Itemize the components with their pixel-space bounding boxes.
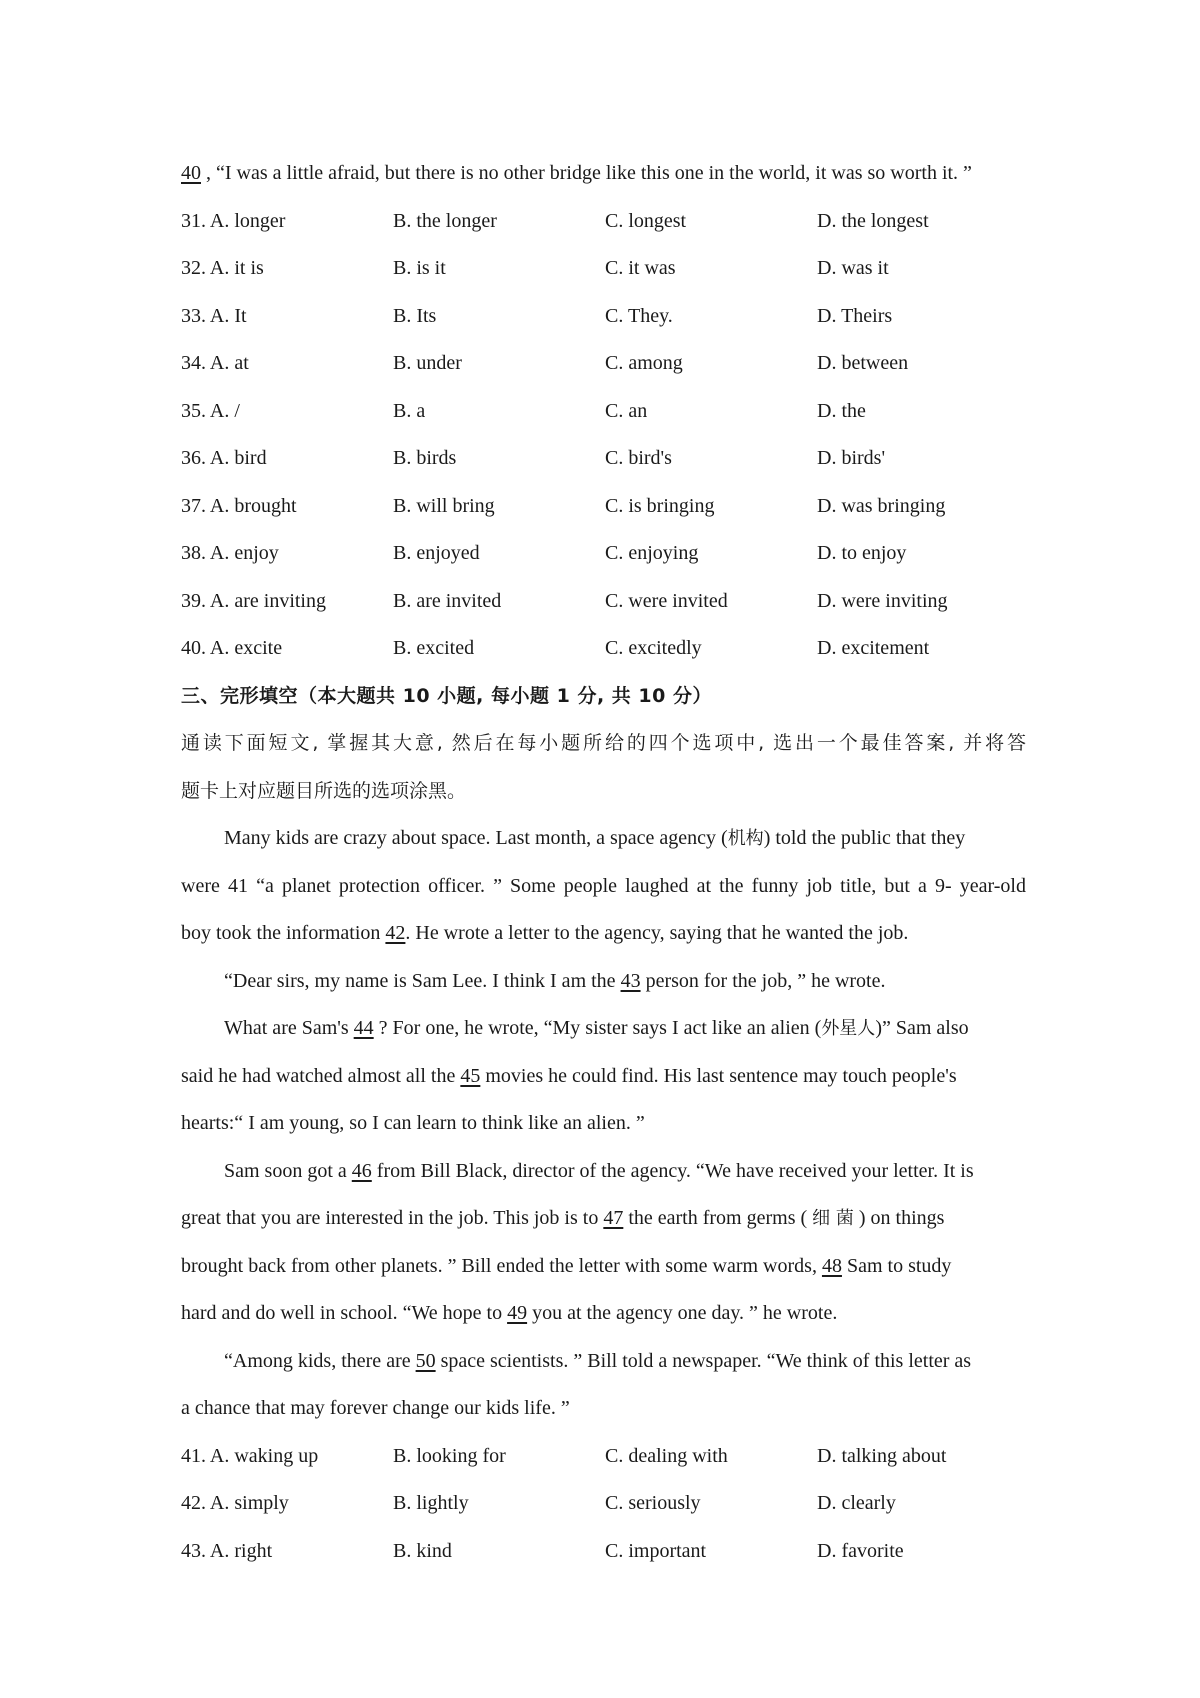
option-a: 43. A. right bbox=[181, 1539, 273, 1562]
question-row bbox=[181, 340, 1026, 388]
blank-46: 46 bbox=[351, 1159, 372, 1182]
exam-page bbox=[181, 150, 1026, 1575]
passage-line: boy took the information 42. He wrote a letter to the agency, saying that he wanted the job. bbox=[181, 922, 909, 944]
option-c: C. excitedly bbox=[605, 637, 702, 659]
option-d: D. were inviting bbox=[817, 589, 948, 612]
blank-47: 47 bbox=[603, 1207, 624, 1229]
blank-40: 40 bbox=[181, 162, 201, 184]
option-b: B. are invited bbox=[393, 589, 502, 612]
option-a: 32. A. it is bbox=[181, 257, 264, 279]
option-b: B. will bring bbox=[393, 494, 495, 517]
passage-end-line bbox=[181, 150, 1026, 198]
option-b: B. kind bbox=[393, 1539, 452, 1562]
option-a: 38. A. enjoy bbox=[181, 542, 279, 564]
blank-45: 45 bbox=[460, 1064, 481, 1087]
option-b: B. the longer bbox=[393, 209, 497, 232]
option-b: B. excited bbox=[393, 637, 475, 659]
option-a: 31. A. longer bbox=[181, 209, 286, 232]
option-d: D. the bbox=[817, 399, 866, 422]
option-b: B. a bbox=[393, 399, 426, 422]
option-c: C. among bbox=[605, 352, 683, 374]
question-row bbox=[181, 1528, 1026, 1576]
question-row bbox=[181, 483, 1026, 531]
option-d: D. talking about bbox=[817, 1444, 947, 1467]
section-heading: 三、完形填空（本大题共 10 小题, 每小题 1 分, 共 10 分） bbox=[181, 684, 712, 707]
question-row bbox=[181, 198, 1026, 246]
option-c: C. longest bbox=[605, 209, 687, 232]
option-a: 39. A. are inviting bbox=[181, 589, 326, 612]
question-row bbox=[181, 388, 1026, 436]
question-list-41-43 bbox=[181, 1433, 1026, 1576]
passage-line: said he had watched almost all the 45 movies he could find. His last sentence may touch people's bbox=[181, 1064, 957, 1087]
option-c: C. it was bbox=[605, 257, 676, 279]
option-d: D. favorite bbox=[817, 1539, 904, 1562]
passage-line: great that you are interested in the job. This job is to 47 the earth from germs ( 细 菌 ) on things bbox=[181, 1207, 945, 1229]
question-row bbox=[181, 625, 1026, 673]
option-b: B. Its bbox=[393, 304, 437, 327]
option-a: 33. A. It bbox=[181, 304, 247, 327]
passage-line: were 41 “a planet protection officer. ” Some people laughed at the funny job title, but a 9- year-old bbox=[181, 874, 1026, 897]
option-c: C. They. bbox=[605, 304, 673, 327]
option-a: 42. A. simply bbox=[181, 1492, 289, 1514]
passage-line: hard and do well in school. “We hope to 49 you at the agency one day. ” he wrote. bbox=[181, 1302, 838, 1324]
option-d: D. was bringing bbox=[817, 494, 946, 517]
blank-49: 49 bbox=[507, 1302, 528, 1324]
question-row bbox=[181, 245, 1026, 293]
option-a: 36. A. bird bbox=[181, 447, 267, 469]
question-row bbox=[181, 1480, 1026, 1528]
blank-42: 42 bbox=[385, 922, 406, 944]
option-d: D. birds' bbox=[817, 447, 886, 469]
blank-50: 50 bbox=[415, 1349, 436, 1372]
question-row bbox=[181, 435, 1026, 483]
passage-line: brought back from other planets. ” Bill ended the letter with some warm words, 48 Sam to study bbox=[181, 1254, 952, 1277]
passage-line: “Among kids, there are 50 space scientists. ” Bill told a newspaper. “We think of this letter as bbox=[224, 1349, 972, 1372]
option-c: C. were invited bbox=[605, 589, 728, 612]
option-c: C. seriously bbox=[605, 1492, 701, 1514]
option-c: C. is bringing bbox=[605, 494, 715, 517]
section-instruction-line-1: 通读下面短文, 掌握其大意, 然后在每小题所给的四个选项中, 选出一个最佳答案, 并将答 bbox=[181, 732, 1026, 754]
question-row bbox=[181, 530, 1026, 578]
option-b: B. lightly bbox=[393, 1492, 469, 1514]
passage-end-text: , “I was a little afraid, but there is no other bridge like this one in the world, it was so worth it. ” bbox=[201, 162, 972, 184]
option-d: D. the longest bbox=[817, 209, 929, 232]
option-b: B. under bbox=[393, 352, 462, 374]
blank-48: 48 bbox=[821, 1254, 842, 1277]
option-b: B. is it bbox=[393, 257, 446, 279]
question-row bbox=[181, 578, 1026, 626]
option-a: 40. A. excite bbox=[181, 637, 283, 659]
option-d: D. to enjoy bbox=[817, 542, 907, 564]
option-d: D. Theirs bbox=[817, 304, 893, 327]
option-d: D. clearly bbox=[817, 1492, 896, 1514]
passage-line: a chance that may forever change our kids life. ” bbox=[181, 1397, 570, 1419]
option-a: 37. A. brought bbox=[181, 494, 297, 517]
passage-line: What are Sam's 44 ? For one, he wrote, “My sister says I act like an alien (外星人)” Sam also bbox=[224, 1017, 969, 1039]
question-list-31-40 bbox=[181, 198, 1026, 673]
option-d: D. excitement bbox=[817, 637, 930, 659]
passage-line: hearts:“ I am young, so I can learn to think like an alien. ” bbox=[181, 1112, 645, 1134]
option-c: C. enjoying bbox=[605, 542, 699, 564]
blank-43: 43 bbox=[620, 969, 641, 992]
option-b: B. looking for bbox=[393, 1444, 506, 1467]
option-d: D. between bbox=[817, 352, 909, 374]
section-instruction-line-2: 题卡上对应题目所选的选项涂黑。 bbox=[181, 779, 467, 802]
option-d: D. was it bbox=[817, 257, 889, 279]
option-b: B. birds bbox=[393, 447, 457, 469]
option-a: 41. A. waking up bbox=[181, 1444, 319, 1467]
blank-44: 44 bbox=[353, 1017, 374, 1039]
option-a: 35. A. / bbox=[181, 399, 240, 422]
passage-line: Many kids are crazy about space. Last month, a space agency (机构) told the public that they bbox=[224, 827, 966, 849]
option-c: C. bird's bbox=[605, 447, 672, 469]
passage-line: Sam soon got a 46 from Bill Black, director of the agency. “We have received your letter. It is bbox=[224, 1159, 974, 1182]
option-c: C. an bbox=[605, 399, 648, 422]
cloze-passage bbox=[181, 815, 1026, 1433]
option-c: C. dealing with bbox=[605, 1444, 728, 1467]
question-row bbox=[181, 293, 1026, 341]
option-c: C. important bbox=[605, 1539, 707, 1562]
passage-line: “Dear sirs, my name is Sam Lee. I think I am the 43 person for the job, ” he wrote. bbox=[224, 969, 886, 992]
question-row bbox=[181, 1433, 1026, 1481]
option-a: 34. A. at bbox=[181, 352, 249, 374]
option-b: B. enjoyed bbox=[393, 542, 480, 564]
